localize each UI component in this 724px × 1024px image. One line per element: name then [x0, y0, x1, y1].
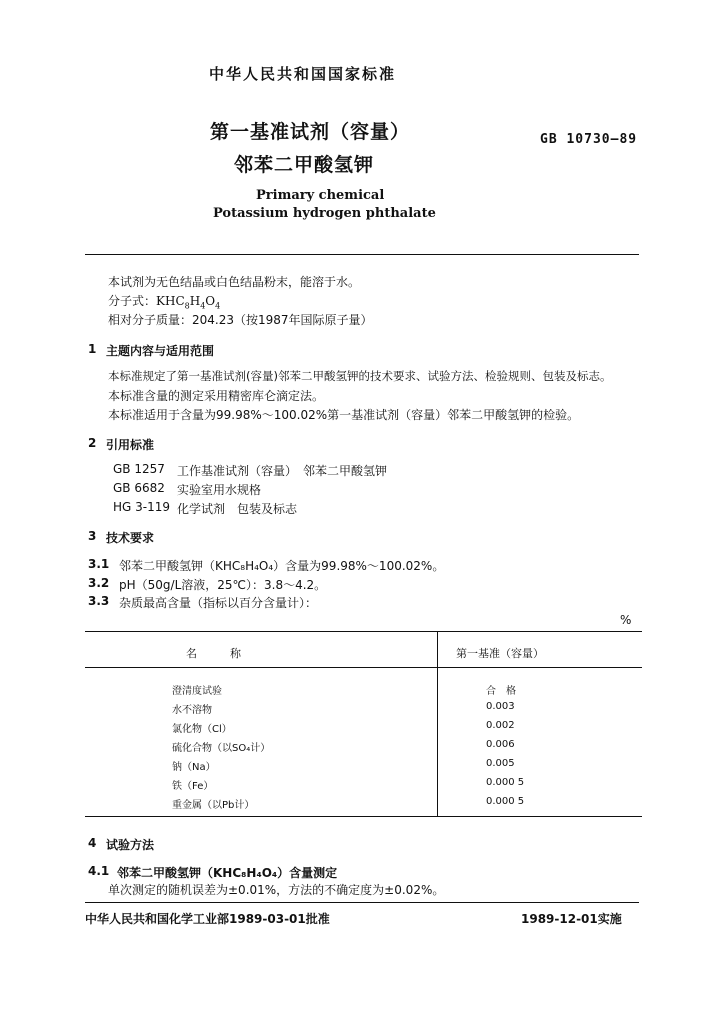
table-row-6-name: 铁（Fe）	[172, 781, 214, 792]
item-3-3-text: 杂质最高含量（指标以百分含量计）：	[119, 596, 318, 610]
item-3-1-number: 3.1	[88, 557, 110, 571]
table-row-2-value: 0.003	[486, 701, 515, 712]
table-header-name: 名 称	[186, 647, 241, 660]
item-3-1-text: 邻苯二甲酸氢钾（KHC₈H₄O₄）含量为99.98%～100.02%。	[119, 559, 445, 573]
table-header-rule	[85, 667, 642, 668]
effective-date: 1989-12-01实施	[521, 912, 622, 926]
formula-value: $KHC_8H_4O_4$	[156, 294, 221, 311]
section-3-title: 技术要求	[106, 531, 155, 545]
section-4-title: 试验方法	[106, 838, 155, 852]
intro-molecular-mass: 相对分子质量：204.23（按1987年国际原子量）	[108, 313, 373, 327]
reference-3-code: HG 3-119	[113, 500, 171, 514]
item-4-1-text: 单次测定的随机误差为±0.01%，方法的不确定度为±0.02%。	[108, 883, 445, 897]
table-bottom-rule	[85, 816, 642, 817]
title-english-line-1: Primary chemical	[256, 188, 385, 203]
table-row-2-name: 水不溶物	[172, 705, 212, 716]
section-2-number: 2	[88, 436, 97, 450]
reference-2-code: GB 6682	[113, 481, 165, 495]
section-1-paragraph-3: 本标准适用于含量为99.98%～100.02%第一基准试剂（容量）邻苯二甲酸氢钾的检验。	[108, 408, 580, 422]
table-row-7-name: 重金属（以Pb计）	[172, 800, 255, 811]
issuing-organization: 中华人民共和国国家标准	[209, 65, 397, 83]
table-row-6-value: 0.000 5	[486, 777, 525, 788]
approval-statement: 中华人民共和国化学工业部1989-03-01批准	[85, 912, 330, 926]
title-english-line-2: Potassium hydrogen phthalate	[213, 206, 436, 221]
reference-1-code: GB 1257	[113, 462, 165, 476]
table-header-value: 第一基准（容量）	[456, 647, 544, 660]
item-3-3-number: 3.3	[88, 594, 110, 608]
table-row-5-value: 0.005	[486, 758, 515, 769]
intro-formula	[108, 292, 220, 310]
standard-number: GB 10730—89	[540, 132, 638, 147]
title-chinese-line-1: 第一基准试剂（容量）	[210, 121, 411, 143]
table-row-3-name: 氯化物（Cl）	[172, 724, 232, 735]
table-unit: %	[620, 613, 632, 627]
table-row-5-name: 钠（Na）	[172, 762, 216, 773]
section-4-number: 4	[88, 836, 97, 850]
table-row-1-name: 澄清度试验	[172, 686, 222, 697]
intro-description: 本试剂为无色结晶或白色结晶粉末，能溶于水。	[108, 275, 361, 289]
section-3-number: 3	[88, 529, 97, 543]
section-1-paragraph-1: 本标准规定了第一基准试剂(容量)邻苯二甲酸氢钾的技术要求、试验方法、检验规则、包装及标志。	[108, 369, 612, 383]
reference-1-name: 工作基准试剂（容量） 邻苯二甲酸氢钾	[177, 464, 388, 478]
section-1-paragraph-2: 本标准含量的测定采用精密库仑滴定法。	[108, 389, 325, 403]
table-column-divider	[437, 631, 438, 816]
table-row-3-value: 0.002	[486, 720, 515, 731]
item-3-2-text: pH（50g/L溶液，25℃）：3.8～4.2。	[119, 578, 327, 592]
title-chinese-line-2: 邻苯二甲酸氢钾	[234, 154, 375, 176]
formula-label: 分子式：	[108, 294, 157, 308]
table-row-7-value: 0.000 5	[486, 796, 525, 807]
table-top-rule	[85, 631, 642, 632]
table-row-4-name: 硫化合物（以SO₄计）	[172, 743, 271, 754]
header-divider	[85, 254, 639, 255]
item-4-1-number: 4.1	[88, 864, 110, 878]
section-2-title: 引用标准	[106, 438, 155, 452]
table-row-4-value: 0.006	[486, 739, 515, 750]
table-row-1-value: 合 格	[486, 686, 516, 697]
section-1-title: 主题内容与适用范围	[106, 344, 215, 358]
section-1-number: 1	[88, 342, 97, 356]
footer-divider	[85, 902, 639, 903]
item-3-2-number: 3.2	[88, 576, 110, 590]
reference-2-name: 实验室用水规格	[177, 483, 262, 497]
reference-3-name: 化学试剂 包装及标志	[177, 502, 298, 516]
item-4-1-title: 邻苯二甲酸氢钾（KHC₈H₄O₄）含量测定	[117, 866, 338, 880]
